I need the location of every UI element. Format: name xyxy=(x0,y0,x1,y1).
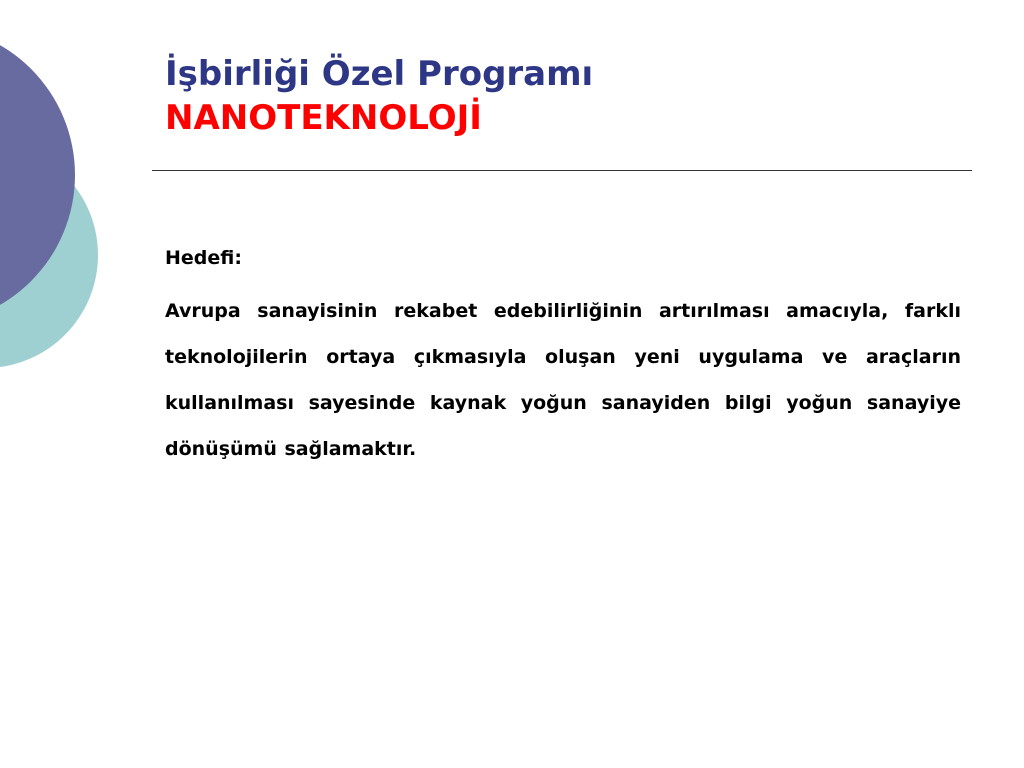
slide-title xyxy=(165,52,965,140)
title-highlight: NANOTEKNOLOJİ xyxy=(165,98,482,138)
body-paragraph: Avrupa sanayisinin rekabet edebilirliğinin artırılması amacıyla, farklı teknolojilerin ortaya çıkmasıyla oluşan yeni uygulama ve araçların kullanılması sayesinde kaynak yoğun sanayiden bilgi yoğun sanayiye dönüşümü sağlamaktır. xyxy=(165,300,961,460)
section-label: Hedefi: xyxy=(165,247,242,269)
content-body xyxy=(165,242,961,472)
decorative-circles xyxy=(0,0,110,420)
title-main: İşbirliği Özel Programı xyxy=(165,54,594,94)
title-divider xyxy=(152,170,972,171)
